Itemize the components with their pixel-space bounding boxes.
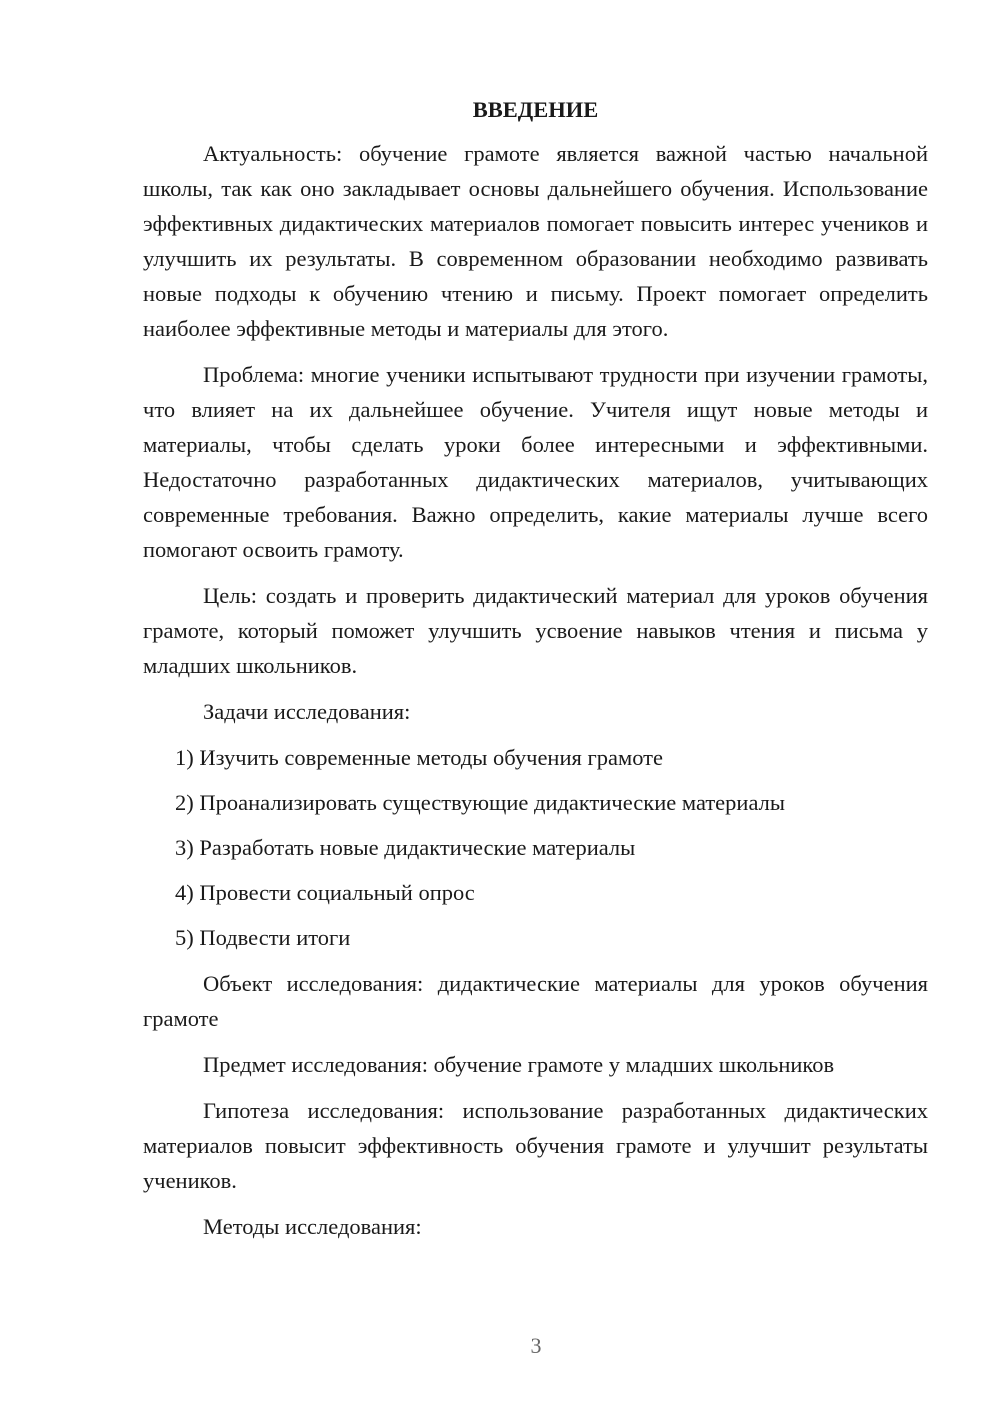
- subject-paragraph: Предмет исследования: обучение грамоте у младших школьников: [203, 1052, 835, 1077]
- task-item: 1) Изучить современные методы обучения грамоте: [175, 745, 663, 770]
- task-item: 3) Разработать новые дидактические материалы: [175, 835, 636, 860]
- section-title: ВВЕДЕНИЕ: [472, 97, 599, 122]
- methods-paragraph: Методы исследования:: [203, 1214, 422, 1239]
- goal-paragraph: Цель: создать и проверить дидактический материал для уроков обучения грамоте, который поможет улучшить усвоение навыков чтения и письма у младших школьников.: [143, 583, 928, 678]
- task-item: 2) Проанализировать существующие дидактические материалы: [175, 790, 785, 815]
- tasks-list: [143, 740, 928, 955]
- hypothesis-paragraph: Гипотеза исследования: использование разработанных дидактических материалов повысит эффективность обучения грамоте и улучшит результаты учеников.: [143, 1098, 928, 1193]
- task-item: 5) Подвести итоги: [175, 925, 351, 950]
- document-body: [143, 92, 928, 1255]
- tasks-heading: Задачи исследования:: [203, 699, 411, 724]
- page-number: 3: [530, 1333, 542, 1358]
- relevance-paragraph: Актуальность: обучение грамоте является важной частью начальной школы, так как оно закладывает основы дальнейшего обучения. Использование эффективных дидактических материалов помогает повысить интерес учеников и улучшить их результаты. В современном образовании необходимо развивать новые подходы к обучению чтению и письму. Проект помогает определить наиболее эффективные методы и материалы для этого.: [143, 141, 928, 341]
- task-item: 4) Провести социальный опрос: [175, 880, 475, 905]
- object-paragraph: Объект исследования: дидактические материалы для уроков обучения грамоте: [143, 971, 928, 1031]
- problem-paragraph: Проблема: многие ученики испытывают трудности при изучении грамоты, что влияет на их дальнейшее обучение. Учителя ищут новые методы и материалы, чтобы сделать уроки более интересными и эффективными. Недостаточно разработанных дидактических материалов, учитывающих современные требования. Важно определить, какие материалы лучше всего помогают освоить грамоту.: [143, 362, 928, 562]
